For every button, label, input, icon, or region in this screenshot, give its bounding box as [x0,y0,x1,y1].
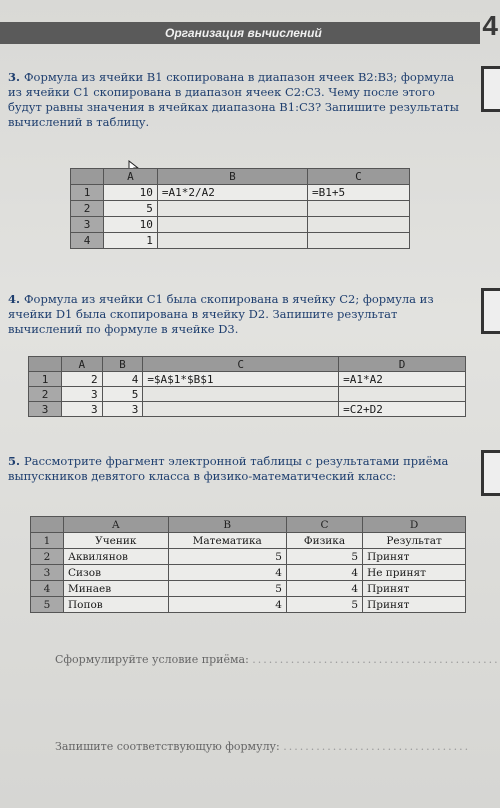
table-row [71,217,410,233]
column-header: B [102,357,143,372]
corner-cell [29,357,62,372]
cell-b2[interactable] [157,201,307,217]
condition-prompt-label: Сформулируйте условие приёма: [55,653,249,666]
cell-b3[interactable] [157,217,307,233]
condition-answer-line[interactable]: ............................................. [252,653,500,666]
task-5-number: 5. [8,454,21,468]
table-row [71,233,410,249]
cell-c1: =B1+5 [307,185,409,201]
cell-c3: 4 [286,565,362,581]
cell-b5: 4 [168,597,286,613]
table-row [71,201,410,217]
cell-b3: 4 [168,565,286,581]
corner-cell [71,169,104,185]
cell-a2: Аквилянов [64,549,169,565]
cell-d2[interactable] [339,387,466,402]
cell-a2: 5 [104,201,158,217]
column-header: D [363,517,466,533]
cell-b1: Математика [168,533,286,549]
cell-d1: =A1*A2 [339,372,466,387]
cell-a3: Сизов [64,565,169,581]
cell-c3[interactable] [307,217,409,233]
table-row [71,185,410,201]
row-header: 2 [71,201,104,217]
cell-c4[interactable] [307,233,409,249]
formula-answer-line[interactable]: .................................. [283,740,471,753]
cell-b4: 5 [168,581,286,597]
cell-c2: 5 [286,549,362,565]
condition-prompt [55,653,500,666]
cell-b1: 4 [102,372,143,387]
cell-a3: 10 [104,217,158,233]
task-4-text: Формула из ячейки C1 была скопирована в ячейку C2; формула из ячейки D1 была скопирована в ячейку D2. Запишите результат вычислений по формуле в ячейке D3. [8,292,434,336]
page-number: 4 [482,10,498,41]
column-header: D [339,357,466,372]
cell-c5: 5 [286,597,362,613]
cell-c1: =$A$1*$B$1 [143,372,339,387]
cell-b3: 3 [102,402,143,417]
task-3-number: 3. [8,70,21,84]
row-header: 3 [31,565,64,581]
column-header: B [157,169,307,185]
table-row [31,549,466,565]
cell-d4: Принят [363,581,466,597]
table-row [31,565,466,581]
column-header: C [307,169,409,185]
table-row [31,597,466,613]
table-row [29,387,466,402]
table-row [29,372,466,387]
formula-prompt [55,740,470,753]
cell-b1: =A1*2/A2 [157,185,307,201]
cell-d2: Принят [363,549,466,565]
task-4-table [28,356,466,417]
exercise-marker-icon [481,288,500,334]
task-5 [8,454,458,484]
cell-a4: Минаев [64,581,169,597]
cell-a4: 1 [104,233,158,249]
column-header: B [168,517,286,533]
column-header: C [143,357,339,372]
cell-c1: Физика [286,533,362,549]
row-header: 1 [31,533,64,549]
task-3 [8,70,468,130]
corner-cell [31,517,64,533]
row-header: 4 [71,233,104,249]
cell-c2[interactable] [143,387,339,402]
cell-d5: Принят [363,597,466,613]
task-3-table [70,168,410,249]
column-header: A [64,517,169,533]
task-3-text: Формула из ячейки B1 скопирована в диапазон ячеек B2:B3; формула из ячейки C1 скопирована в диапазон ячеек C2:C3. Чему после этого будут равны значения в ячейках диапазона B1:C3? Запишите результаты вычислений в таблицу. [8,70,459,129]
cell-b4[interactable] [157,233,307,249]
row-header: 2 [29,387,62,402]
exercise-marker-icon [481,66,500,112]
table-row [31,581,466,597]
row-header: 1 [29,372,62,387]
formula-prompt-label: Запишите соответствующую формулу: [55,740,280,753]
cell-a3: 3 [62,402,103,417]
row-header: 1 [71,185,104,201]
table-row [31,533,466,549]
cell-a1: 10 [104,185,158,201]
cell-b2: 5 [102,387,143,402]
row-header: 3 [71,217,104,233]
cell-a1: Ученик [64,533,169,549]
cell-c2[interactable] [307,201,409,217]
column-header: C [286,517,362,533]
row-header: 5 [31,597,64,613]
row-header: 4 [31,581,64,597]
cell-d3: =C2+D2 [339,402,466,417]
cell-c4: 4 [286,581,362,597]
cell-b2: 5 [168,549,286,565]
column-header: A [104,169,158,185]
row-header: 2 [31,549,64,565]
table-row [29,402,466,417]
column-header: A [62,357,103,372]
cell-a1: 2 [62,372,103,387]
task-4-number: 4. [8,292,21,306]
section-title: Организация вычислений [165,26,322,40]
task-5-text: Рассмотрите фрагмент электронной таблицы с результатами приёма выпускников девятого класса в физико-математический класс: [8,454,449,483]
cell-a2: 3 [62,387,103,402]
row-header: 3 [29,402,62,417]
cell-c3[interactable] [143,402,339,417]
cell-a5: Попов [64,597,169,613]
exercise-marker-icon [481,450,500,496]
task-5-table [30,516,466,613]
task-4 [8,292,458,337]
page-header [0,22,480,44]
cell-d3: Не принят [363,565,466,581]
cell-d1: Результат [363,533,466,549]
